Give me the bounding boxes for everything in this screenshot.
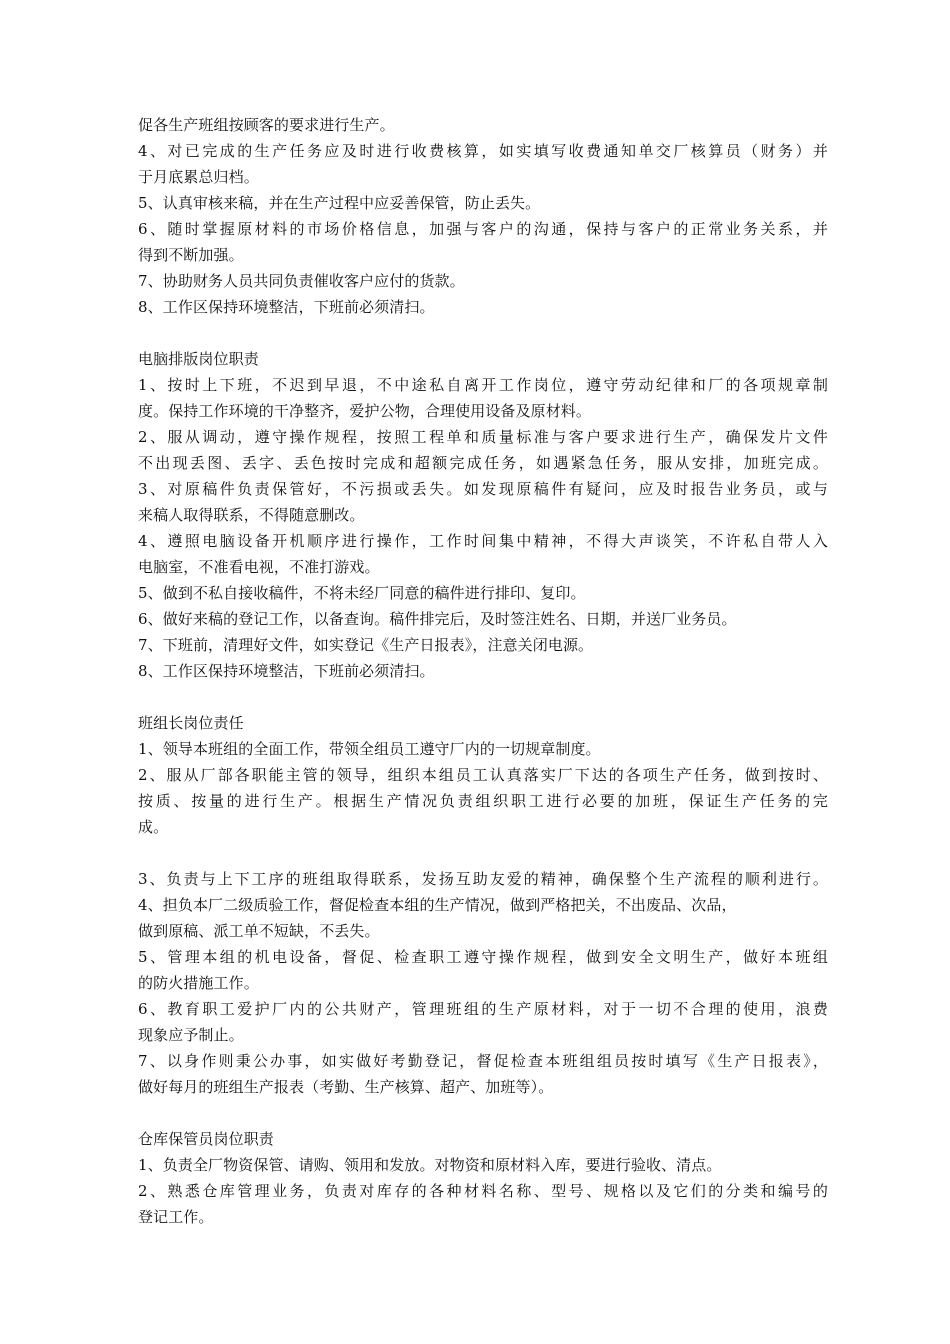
- paragraph-line: 做到原稿、派工单不短缺，不丢失。: [138, 922, 380, 940]
- document-body: [138, 112, 828, 1230]
- paragraph-line: 现象应予制止。: [138, 1026, 244, 1044]
- paragraph-line: 来稿人取得联系，不得随意删改。: [138, 506, 365, 524]
- paragraph-line: 6、做好来稿的登记工作，以备查询。稿件排完后，及时签注姓名、日期，并送厂业务员。: [138, 610, 737, 628]
- paragraph-line: 成。: [138, 818, 169, 836]
- paragraph-spacer: [138, 840, 828, 866]
- typesetting-section: [138, 346, 828, 684]
- paragraph-line: 做好每月的班组生产报表（考勤、生产核算、超产、加班等）。: [138, 1078, 554, 1096]
- paragraph-line: 3、负责与上下工序的班组取得联系，发扬互助友爱的精神，确保整个生产流程的顺利进行。: [138, 870, 828, 888]
- paragraph-line: 6、教育职工爱护厂内的公共财产，管理班组的生产原材料，对于一切不合理的使用，浪费: [138, 1000, 828, 1018]
- paragraph-line: 度。保持工作环境的干净整齐，爱护公物，合理使用设备及原材料。: [138, 402, 592, 420]
- paragraph-line: 4、对已完成的生产任务应及时进行收费核算，如实填写收费通知单交厂核算员（财务）并: [138, 142, 828, 160]
- paragraph-line: 8、工作区保持环境整洁，下班前必须清扫。: [138, 298, 435, 316]
- section-title: 仓库保管员岗位职责: [138, 1130, 274, 1148]
- paragraph-line: 8、工作区保持环境整洁，下班前必须清扫。: [138, 662, 435, 680]
- paragraph-line: 2、服从厂部各职能主管的领导，组织本组员工认真落实厂下达的各项生产任务，做到按时、: [138, 766, 828, 784]
- paragraph-line: 7、下班前，清理好文件，如实登记《生产日报表》，注意关闭电源。: [138, 636, 594, 654]
- paragraph-line: 4、遵照电脑设备开机顺序进行操作，工作时间集中精神，不得大声谈笑，不许私自带人入: [138, 532, 828, 550]
- paragraph-line: 的防火措施工作。: [138, 974, 259, 992]
- section-spacer: [138, 1100, 828, 1126]
- warehouse-section: [138, 1126, 828, 1230]
- paragraph-line: 得到不断加强。: [138, 246, 244, 264]
- paragraph-line: 1、按时上下班，不迟到早退，不中途私自离开工作岗位，遵守劳动纪律和厂的各项规章制: [138, 376, 828, 394]
- paragraph-line: 5、管理本组的机电设备，督促、检查职工遵守操作规程，做到安全文明生产，做好本班组: [138, 948, 828, 966]
- paragraph-line: 不出现丢图、丢字、丢色按时完成和超额完成任务，如遇紧急任务，服从安排，加班完成。: [138, 454, 828, 472]
- paragraph-line: 5、认真审核来稿，并在生产过程中应妥善保管，防止丢失。: [138, 194, 541, 212]
- paragraph-line: 5、做到不私自接收稿件，不将未经厂同意的稿件进行排印、复印。: [138, 584, 586, 602]
- paragraph-line: 促各生产班组按顾客的要求进行生产。: [138, 116, 395, 134]
- intro-section: [138, 112, 828, 320]
- paragraph-line: 3、对原稿件负责保管好，不污损或丢失。如发现原稿件有疑问，应及时报告业务员，或与: [138, 480, 828, 498]
- paragraph-line: 电脑室，不准看电视，不准打游戏。: [138, 558, 380, 576]
- paragraph-line: 按质、按量的进行生产。根据生产情况负责组织职工进行必要的加班，保证生产任务的完: [138, 792, 828, 810]
- paragraph-line: 2、服从调动，遵守操作规程，按照工程单和质量标准与客户要求进行生产，确保发片文件: [138, 428, 828, 446]
- paragraph-line: 4、担负本厂二级质验工作，督促检查本组的生产情况，做到严格把关，不出废品、次品，: [138, 896, 737, 914]
- section-spacer: [138, 684, 828, 710]
- paragraph-line: 7、以身作则秉公办事，如实做好考勤登记，督促检查本班组组员按时填写《生产日报表》，: [138, 1052, 828, 1070]
- paragraph-line: 6、随时掌握原材料的市场价格信息，加强与客户的沟通，保持与客户的正常业务关系，并: [138, 220, 828, 238]
- paragraph-line: 2、熟悉仓库管理业务，负责对库存的各种材料名称、型号、规格以及它们的分类和编号的: [138, 1182, 828, 1200]
- paragraph-line: 1、负责全厂物资保管、请购、领用和发放。对物资和原材料入库，要进行验收、清点。: [138, 1156, 722, 1174]
- section-title: 班组长岗位责任: [138, 714, 244, 732]
- team-leader-section: [138, 710, 828, 1100]
- paragraph-line: 1、领导本班组的全面工作，带领全组员工遵守厂内的一切规章制度。: [138, 740, 601, 758]
- paragraph-line: 于月底累总归档。: [138, 168, 259, 186]
- section-spacer: [138, 320, 828, 346]
- paragraph-line: 7、协助财务人员共同负责催收客户应付的货款。: [138, 272, 465, 290]
- section-title: 电脑排版岗位职责: [138, 350, 259, 368]
- paragraph-line: 登记工作。: [138, 1208, 214, 1226]
